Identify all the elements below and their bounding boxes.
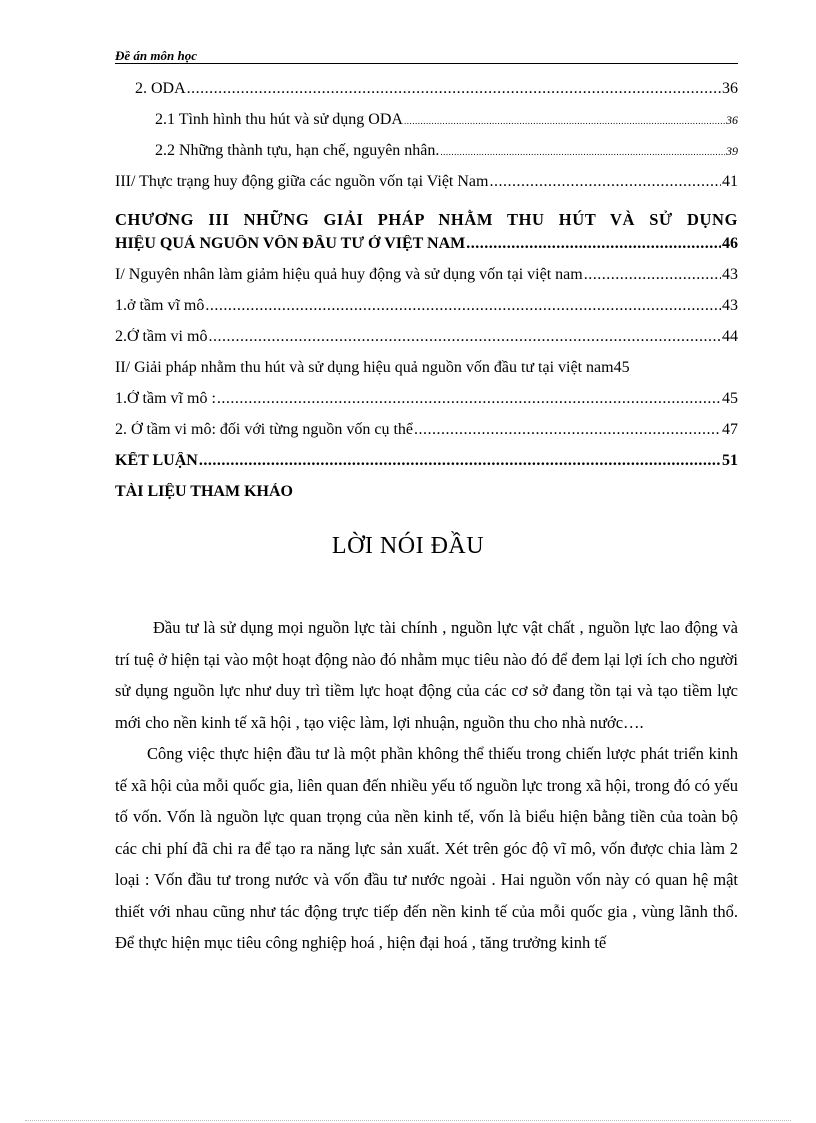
toc-entry-conclusion[interactable] bbox=[115, 452, 738, 483]
toc-page: 36 bbox=[722, 80, 738, 97]
toc-leader bbox=[187, 80, 721, 98]
toc-leader bbox=[404, 116, 725, 126]
toc-leader bbox=[414, 421, 721, 439]
body-text bbox=[115, 612, 738, 959]
toc-page: 36 bbox=[726, 113, 738, 127]
toc-label: III/ Thực trạng huy động giữa các nguồn vốn tại Việt Nam bbox=[115, 173, 489, 190]
toc-entry-micro-1[interactable] bbox=[115, 328, 738, 359]
toc-label: 2. Ở tầm vi mô: đối với từng nguồn vốn cụ thể bbox=[115, 421, 413, 438]
toc-entry-capital-status[interactable] bbox=[115, 173, 738, 204]
toc-label: I/ Nguyên nhân làm giảm hiệu quả huy động và sử dụng vốn tại việt nam bbox=[115, 266, 583, 283]
toc-leader bbox=[217, 390, 721, 408]
toc-leader bbox=[208, 328, 721, 346]
toc-page: 45 bbox=[722, 390, 738, 407]
page-footer-divider bbox=[25, 1120, 791, 1121]
toc-label: 2.1 Tình hình thu hút và sử dụng ODA bbox=[155, 111, 403, 128]
toc-page: 45 bbox=[613, 359, 630, 376]
toc-page: 41 bbox=[722, 173, 738, 190]
toc-label: 1.ở tầm vĩ mô bbox=[115, 297, 205, 314]
toc-label: 2. ODA bbox=[135, 80, 186, 97]
toc-label: II/ Giải pháp nhằm thu hút và sử dụng hiệu quả nguồn vốn đầu tư tại việt nam bbox=[115, 359, 614, 376]
toc-label: 2.2 Những thành tựu, hạn chế, nguyên nhân. bbox=[155, 142, 440, 159]
toc-leader bbox=[440, 147, 725, 157]
toc-entry-causes[interactable] bbox=[115, 266, 738, 297]
toc-label: TÀI LIỆU THAM KHẢO bbox=[115, 483, 293, 500]
toc-leader bbox=[199, 452, 721, 470]
toc-entry-oda[interactable] bbox=[115, 80, 738, 111]
table-of-contents bbox=[115, 80, 738, 514]
toc-page: 39 bbox=[726, 144, 738, 158]
toc-leader bbox=[584, 266, 721, 284]
toc-entry-oda-usage[interactable] bbox=[115, 111, 738, 142]
page-header: Đề án môn học bbox=[115, 48, 738, 64]
toc-entry-solutions[interactable] bbox=[115, 359, 738, 390]
toc-page: 46 bbox=[722, 235, 738, 252]
section-title: LỜI NÓI ĐẦU bbox=[331, 533, 485, 559]
toc-entry-macro-2[interactable] bbox=[115, 390, 738, 421]
toc-page: 47 bbox=[722, 421, 738, 438]
toc-leader bbox=[489, 173, 721, 191]
toc-page: 43 bbox=[722, 266, 738, 283]
toc-leader bbox=[205, 297, 721, 315]
paragraph: Công việc thực hiện đầu tư là một phần không thể thiếu trong chiến lược phát triển kinh tế xã hội của mỗi quốc gia, liên quan đến nhiều yếu tố nguồn lực trong xã hội, trong đó có yếu tố vốn. Vốn là nguồn lực quan trọng của nền kinh tế, vốn là biểu hiện bằng tiền của toàn bộ các chi phí đã chi ra để tạo ra năng lực sản xuất. Xét trên góc độ vĩ mô, vốn được chia làm 2 loại : Vốn đầu tư trong nước và vốn đầu tư nước ngoài . Hai nguồn vốn này có quan hệ mật thiết với nhau cũng như tác động trực tiếp đến nền kinh tế của mỗi quốc gia , vùng lãnh thổ. Để thực hiện mục tiêu công nghiệp hoá , hiện đại hoá , tăng trưởng kinh tế bbox=[115, 744, 738, 952]
toc-leader bbox=[466, 235, 721, 253]
toc-entry-references[interactable] bbox=[115, 483, 738, 514]
toc-label: KẾT LUẬN bbox=[115, 452, 198, 469]
toc-entry-macro-1[interactable] bbox=[115, 297, 738, 328]
toc-entry-micro-2[interactable] bbox=[115, 421, 738, 452]
toc-page: 51 bbox=[722, 452, 738, 469]
toc-label: HIỆU QUẢ NGUỒN VỐN ĐẦU TƯ Ở VIỆT NAM bbox=[115, 235, 466, 252]
toc-page: 44 bbox=[722, 328, 738, 345]
toc-label: 2.Ở tầm vi mô bbox=[115, 328, 208, 345]
paragraph: Đầu tư là sử dụng mọi nguồn lực tài chính , nguồn lực vật chất , nguồn lực lao động và trí tuệ ở hiện tại vào một hoạt động nào đó nhằm mục tiêu nào đó để đem lại lợi ích cho người sử dụng nguồn lực như duy trì tiềm lực hoạt động của các cơ sở đang tồn tại và tạo tiềm lực mới cho nền kinh tế xã hội , tạo việc làm, lợi nhuận, nguồn thu cho nhà nước…. bbox=[115, 618, 738, 732]
toc-chapter-heading[interactable]: CHƯƠNG III NHỮNG GIẢI PHÁP NHẰM THU HÚT VÀ SỬ DỤNG bbox=[115, 210, 738, 229]
toc-page: 43 bbox=[722, 297, 738, 314]
toc-entry-oda-results[interactable] bbox=[115, 142, 738, 173]
toc-label: 1.Ở tầm vĩ mô : bbox=[115, 390, 216, 407]
toc-entry-chapter-3[interactable] bbox=[115, 235, 738, 266]
